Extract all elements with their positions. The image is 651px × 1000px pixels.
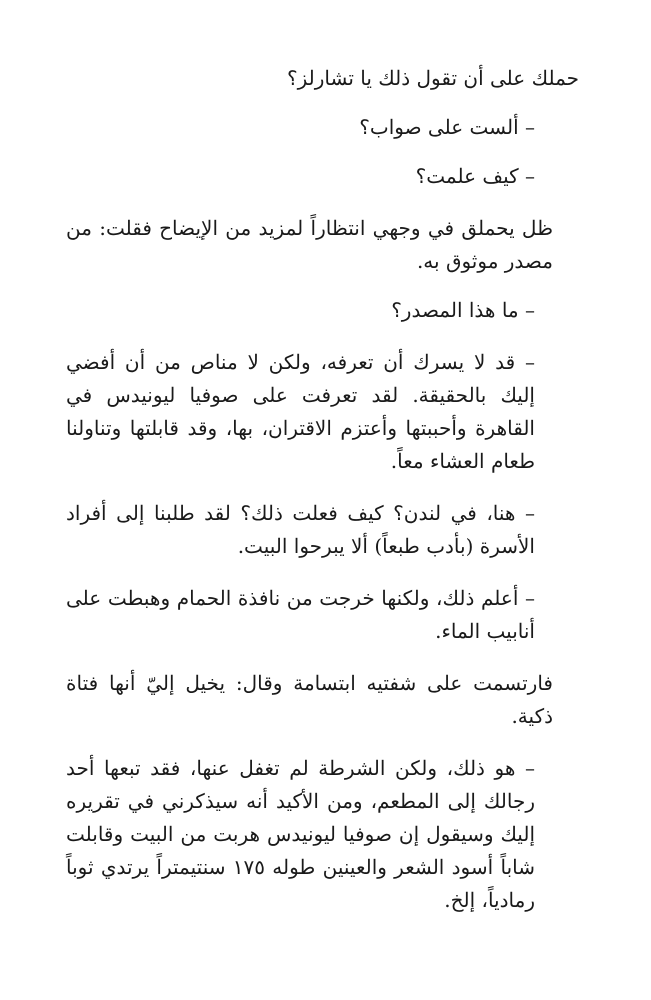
dialogue-paragraph-police-report: – هو ذلك، ولكن الشرطة لم تغفل عنها، فقد تبعها أحد رجالك إلى المطعم، ومن الأكيد أنه سيذكرني في تقريره إليك وسيقول إن صوفيا ليونيدس هربت من البيت وقابلت شاباً أسود الشعر والعينين طوله ١٧٥ سنتيمتراً يرتدي ثوباً رمادياً، إلخ. [66, 756, 535, 912]
paragraph-continued-question: حملك على أن تقول ذلك يا تشارلز؟ [287, 66, 579, 90]
dialogue-paragraph-bathroom-window: – أعلم ذلك، ولكنها خرجت من نافذة الحمام وهبطت على أنابيب الماء. [66, 586, 535, 643]
narration-trusted-source: ظل يحملق في وجهي انتظاراً لمزيد من الإيضاح فقلت: من مصدر موثوق به. [66, 216, 553, 273]
dialogue-line-what-source: – ما هذا المصدر؟ [391, 298, 535, 322]
dialogue-paragraph-in-london: – هنا، في لندن؟ كيف فعلت ذلك؟ لقد طلبنا إلى أفراد الأسرة (بأدب طبعاً) ألا يبرحوا البيت. [66, 501, 535, 558]
dialogue-paragraph-met-sophia: – قد لا يسرك أن تعرفه، ولكن لا مناص من أن أفضي إليك بالحقيقة. لقد تعرفت على صوفيا ليونيدس في القاهرة وأحببتها وأعتزم الاقتران، بها، وقد قابلتها وتناولنا طعام العشاء معاً. [66, 350, 535, 473]
dialogue-line-how-did-you-know: – كيف علمت؟ [415, 164, 535, 188]
narration-clever-girl: فارتسمت على شفتيه ابتسامة وقال: يخيل إليّ أنها فتاة ذكية. [66, 671, 553, 728]
dialogue-line-am-i-right: – ألست على صواب؟ [359, 115, 535, 139]
